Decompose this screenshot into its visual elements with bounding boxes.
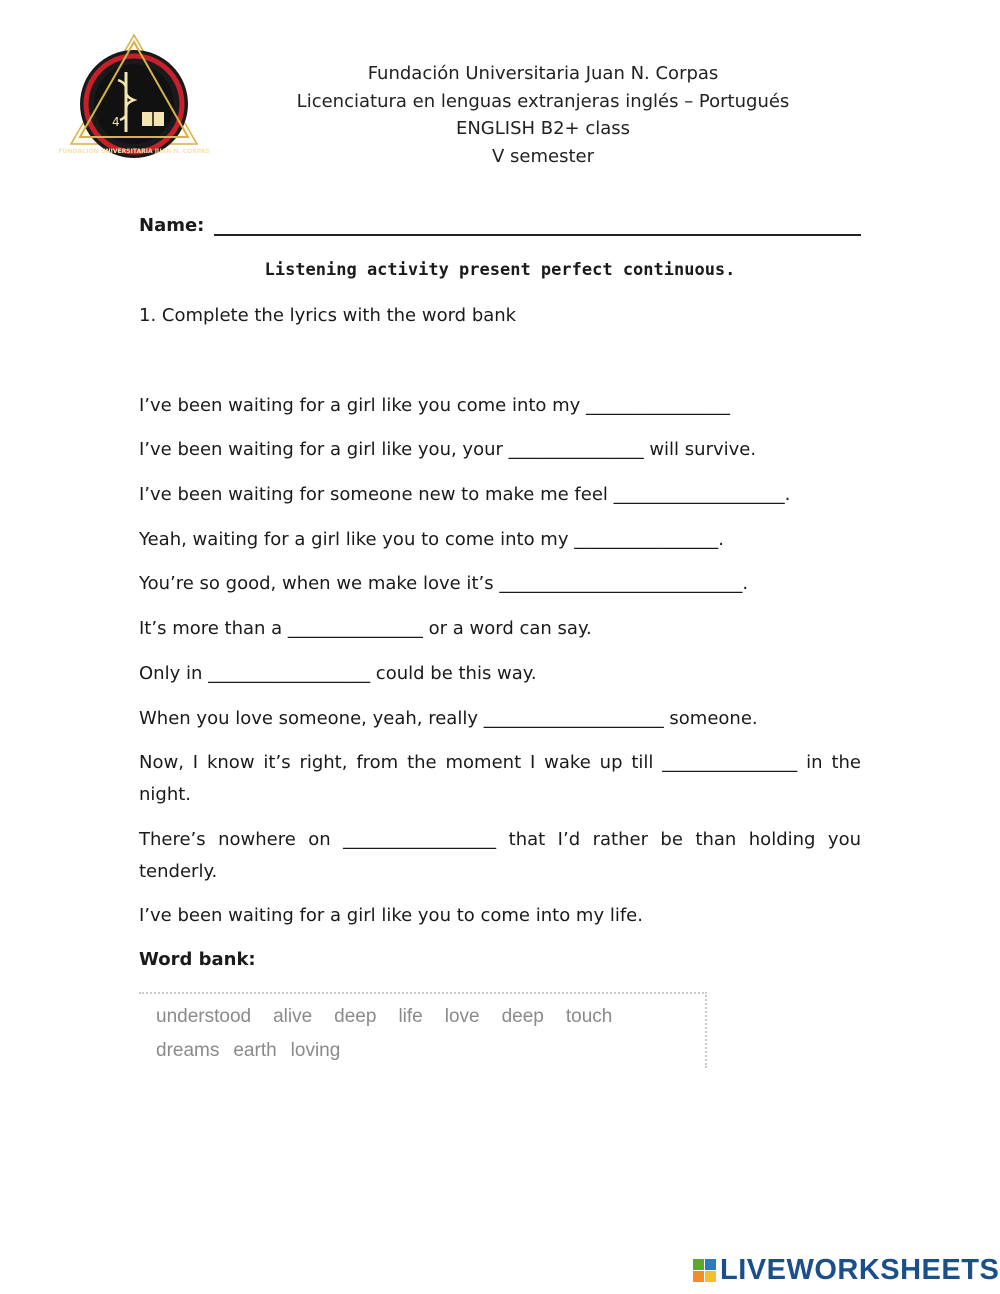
logo-text: FUNDACIÓN UNIVERSITARIA JUAN N. CORPAS (58, 148, 210, 155)
lyric-line-9[interactable]: Now, I know it’s right, from the moment I wake up till _______________ in the night. (139, 752, 861, 805)
name-input-line[interactable] (214, 214, 861, 236)
lyric-line-6[interactable]: It’s more than a _______________ or a word can say. (139, 618, 592, 639)
activity-title: Listening activity present perfect continuous. (264, 260, 736, 280)
word-bank-item[interactable]: deep (501, 1006, 544, 1027)
word-bank-label: Word bank: (139, 949, 256, 970)
word-bank-item[interactable]: loving (290, 1040, 341, 1061)
lyric-line-3[interactable]: I’ve been waiting for someone new to make me feel ___________________. (139, 484, 791, 505)
word-bank-item[interactable]: deep (334, 1006, 377, 1027)
word-bank-item[interactable]: alive (273, 1006, 313, 1027)
brand-name: LIVEWORKSHEETS (720, 1254, 1000, 1286)
header-line-program: Licenciatura en lenguas extranjeras inglés – Portugués (296, 90, 790, 112)
word-bank-item[interactable]: understood (156, 1006, 252, 1027)
lyric-line-10[interactable]: There’s nowhere on _________________ that I’d rather be than holding you tenderly. (139, 829, 861, 882)
word-bank-item[interactable]: touch (565, 1006, 613, 1027)
liveworksheets-brand (693, 1254, 999, 1287)
svg-text:4: 4 (112, 115, 120, 129)
lyric-line-5[interactable]: You’re so good, when we make love it’s ___________________________. (139, 573, 749, 594)
lyric-line-11: I’ve been waiting for a girl like you to come into my life. (139, 905, 643, 926)
word-bank (139, 992, 707, 1068)
liveworksheets-logo-icon (693, 1259, 716, 1282)
header-line-class: ENGLISH B2+ class (455, 118, 631, 139)
word-bank-item[interactable]: life (398, 1006, 423, 1027)
lyric-line-7[interactable]: Only in __________________ could be this way. (139, 663, 537, 684)
name-label: Name: (139, 215, 205, 236)
instruction: 1. Complete the lyrics with the word bank (139, 305, 517, 326)
word-bank-item[interactable]: dreams (156, 1040, 220, 1061)
word-bank-item[interactable]: love (444, 1006, 480, 1027)
lyric-line-8[interactable]: When you love someone, yeah, really ____________________ someone. (139, 708, 758, 729)
header-line-institution: Fundación Universitaria Juan N. Corpas (367, 63, 719, 84)
lyric-line-4[interactable]: Yeah, waiting for a girl like you to come into my ________________. (139, 529, 724, 550)
header-line-semester: V semester (491, 145, 594, 167)
word-bank-item[interactable]: earth (233, 1040, 277, 1061)
document-header (240, 60, 846, 170)
lyric-line-1[interactable]: I’ve been waiting for a girl like you come into my ________________ (139, 395, 731, 416)
lyric-line-2[interactable]: I’ve been waiting for a girl like you, your _______________ will survive. (139, 439, 757, 460)
name-row (139, 214, 861, 236)
university-logo (58, 32, 210, 162)
